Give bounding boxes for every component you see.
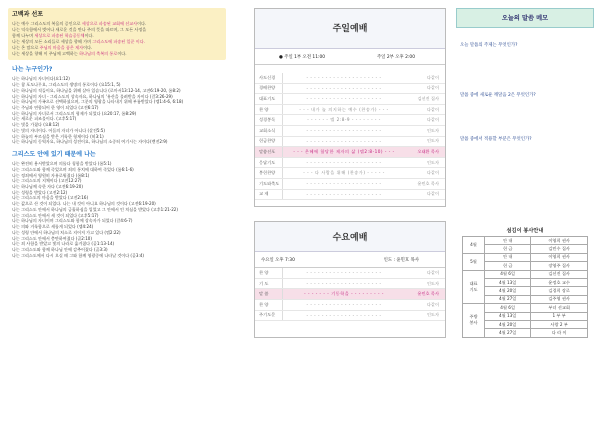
verse-line: 나는 새로운 피조물이다. (고후5:17) xyxy=(12,116,77,122)
order-content: - - - - - - - 기동학을 - - - - - - - - - xyxy=(304,291,384,297)
duty-role: 4월 13일 xyxy=(485,278,531,286)
order-row xyxy=(255,126,445,137)
order-leader: 다같이 xyxy=(426,117,439,123)
order-item: 헌금찬양 xyxy=(255,137,283,147)
order-content: - - - - - - 엡 2:8-9 - - - - - - - - xyxy=(307,117,381,123)
order-item: 찬 양 xyxy=(255,105,283,115)
order-leader: 다같이 xyxy=(426,74,439,80)
duty-title: 섬김이 봉사안내 xyxy=(506,228,544,234)
verse-line: 나는 하나님의 자녀이며 그리스도와 함께 상속자가 되었다 (갈4:6-7) xyxy=(12,218,133,224)
order-item: 성경봉독 xyxy=(255,115,283,125)
order-leader: 윤민호 목사 xyxy=(417,291,439,297)
verse-line: 나는 그리스도의 지체이다 (고전12:27) xyxy=(12,178,82,184)
order-content: - - - 내가 늘 의지하는 예수 (찬송가) - - - xyxy=(299,106,389,112)
order-row xyxy=(255,179,445,190)
verse-line: 나는 하나님의 적들이요, 하나님을 위해 살아 있습니다 (로마서13:12-14, 고전6:19-20, 롬8:2) xyxy=(12,87,181,93)
order-content: - - - - - - - - - - - - - - - - - - - - xyxy=(306,302,382,308)
order-leader: 인도자 xyxy=(426,280,439,286)
order-row xyxy=(255,311,445,322)
verse-line: 나는 빛을 가졌다 (요8:12) xyxy=(12,122,60,128)
order-row xyxy=(255,84,445,95)
duty-person: 김주영 권사 xyxy=(531,295,588,303)
sunday-service-sheet xyxy=(254,8,446,207)
order-content: - - - - - - - - - - - - - - - - - - - - xyxy=(306,128,382,134)
confession-text-end: 이다. xyxy=(83,44,93,50)
order-row xyxy=(255,190,445,201)
memo-question-3: 말씀 중에서 적용할 부분은 무엇인가? xyxy=(460,137,532,142)
duty-group: 4월 xyxy=(463,237,485,254)
order-content: - - - 다 사람을 위해 (찬송가) - - - - - xyxy=(303,170,385,176)
duty-role: 4월 6일 xyxy=(485,270,531,278)
memo-title: 오늘의 말씀 메모 xyxy=(456,8,594,28)
order-item: 사도신경 xyxy=(255,73,283,83)
verse-line: 나는 하나님의 자녀로서 그리스도의 형제가 되었다 (요20:17, 롬8:29) xyxy=(12,110,137,116)
duty-role: 헌 금 xyxy=(485,245,531,253)
wednesday-title: 수요예배 xyxy=(332,233,368,244)
order-item: 기도와축도 xyxy=(255,179,283,189)
duty-group: 대표 기도 xyxy=(463,270,485,304)
confession-highlight: 세상으로 파송된 학습공동체 xyxy=(34,32,85,38)
verse-line: 나는 하나님의 자녀이다(요1:12) xyxy=(12,76,70,82)
confession-line xyxy=(12,51,222,57)
order-content: - - - - - - - - - - - - - - - - - - - - xyxy=(306,312,382,318)
order-row xyxy=(255,73,445,84)
confession-text: 나는 익숙함에서 벗어나 새로운 것을 만나 주의 뜻을 따르며, 그 모든 사정을 xyxy=(12,26,147,32)
order-leader: 다같이 xyxy=(426,106,439,112)
order-leader: 인도자 xyxy=(426,312,439,318)
duty-person: 김선진 집사 xyxy=(531,270,588,278)
wednesday-times xyxy=(255,252,445,268)
who-am-i-title: 나는 누구인가? xyxy=(12,66,53,74)
order-item: 말 씀 xyxy=(255,289,283,299)
sunday-time-am: ● 주일 1부 오전 11:00 xyxy=(279,54,326,60)
verse-line: 나는 하늘의 부르심을 받은 거룩한 형제이다 (히3:1) xyxy=(12,133,104,139)
order-item: 주기도문 xyxy=(255,311,283,321)
duty-role: 안 내 xyxy=(485,237,531,245)
verse-line: 나는 정죄에서 영원히 자유로워졌다 (롬8:1) xyxy=(12,172,90,178)
worship-column xyxy=(254,8,446,338)
duty-person: 장영주 집사 xyxy=(531,262,588,270)
verse-line: 나는 그리스도와 함께 하나님 안에 감추어졌다 (골3:3) xyxy=(12,247,108,253)
verse-line: 나는 빛의 자녀이다. 어둠의 자녀가 아니다 (살전5:5) xyxy=(12,127,105,133)
order-leader: 다같이 xyxy=(426,301,439,307)
order-row xyxy=(255,137,445,148)
verse-line: 나는 그리스도 안에서 새 것이 되었다 (고후5:17) xyxy=(12,212,99,218)
order-content: - - - - - - - - - - - - - - - - - - - - xyxy=(306,181,382,187)
confession-text-end: 이다. xyxy=(137,20,147,26)
duty-role: 4월 27일 xyxy=(485,329,531,337)
duty-role: 4월 20일 xyxy=(485,320,531,328)
memo-question-2: 말씀 중에 새로운 깨달음 2은 무엇인가? xyxy=(460,93,536,98)
confession-box xyxy=(8,8,226,60)
order-row xyxy=(255,300,445,311)
order-item: 찬 양 xyxy=(255,300,283,310)
order-item: 찬 양 xyxy=(255,268,283,278)
verse-line: 나는 죄 사함을 받았고 빛의 나라로 옮겨졌다 (골1:13-14) xyxy=(12,241,115,247)
duty-row xyxy=(463,270,588,278)
duty-table xyxy=(462,236,588,338)
confession-text: 나는 예수 그리스도의 복음의 증인으로 xyxy=(12,20,82,26)
verse-line: 나는 성령을 받았다 (고전2:12) xyxy=(12,189,68,195)
order-row xyxy=(255,115,445,126)
duty-person: 이영희 권사 xyxy=(531,237,588,245)
order-leader: 다같이 xyxy=(426,85,439,91)
duty-person: 부녀 선교회 xyxy=(531,304,588,312)
verse-line: 나는 하나님의 동역자요, 하나님의 성전이요, 하나님의 소중히 여기시는 자이다(벧전2:9) xyxy=(12,139,168,145)
wednesday-time: 수요일 오후 7:30 xyxy=(261,257,295,263)
order-item: 응답기도 xyxy=(255,158,283,168)
order-content: - - - - - - - - - - - - - - - - - - - - xyxy=(306,270,382,276)
sunday-title: 주일예배 xyxy=(332,24,368,34)
in-christ-title: 그리스도 안에 있기 때문에 나는 xyxy=(12,151,96,159)
confession-text: 나는 세상을 향해 이 주님께 고백하는 xyxy=(12,50,80,56)
order-row xyxy=(255,279,445,290)
memo-question-1: 오늘 말씀의 주제는 무엇인가? xyxy=(460,43,518,48)
order-row xyxy=(255,105,445,116)
order-leader: 다같이 xyxy=(426,269,439,275)
verse-line: 나는 하나님의 자녀 - 그리스도의 상속자요, 하나님의 '유산을 물려받을 자이다 (갈3:26-29) xyxy=(12,93,173,99)
order-leader: 윤민호 목사 xyxy=(417,180,439,186)
order-leader: 다같이 xyxy=(426,191,439,197)
order-content: - - - - - - - - - - - - - - - - - - - - xyxy=(306,85,382,91)
left-column xyxy=(8,8,226,418)
order-content: - - - 은혜에 합당한 제자의 삶 (엡2:8-10) - - - xyxy=(293,148,395,154)
duty-person: 윤정호 교수 xyxy=(531,278,588,286)
order-leader: 인도자 xyxy=(426,127,439,133)
confession-text: 나는 세상의 모든 소리들로 세상을 향해 가며 xyxy=(12,38,93,44)
order-content: - - - - - - - - - - - - - - - - - - - - xyxy=(306,281,382,287)
duty-role: 4월 13일 xyxy=(485,312,531,320)
order-content: - - - - - - - - - - - - - - - - - - - - xyxy=(306,96,382,102)
order-leader: 오태환 목사 xyxy=(417,148,439,154)
duty-person: 1 부 부 xyxy=(531,312,588,320)
order-item: 교회소식 xyxy=(255,126,283,136)
duty-row xyxy=(463,253,588,261)
confession-text: 나는 온 맘으로 xyxy=(12,44,40,50)
confession-text-end: 이다. xyxy=(117,50,127,56)
verse-line: 나는 성령 안에서 하나님의 처소로 지어져 가고 있다 (엡2:22) xyxy=(12,229,121,235)
order-content: - - - - - - - - - - - - - - - - - - - - xyxy=(306,75,382,81)
order-content: - - - - - - - - - - - - - - - - - - - - xyxy=(306,138,382,144)
order-content: - - - - - - - - - - - - - - - - - - - - xyxy=(306,191,382,197)
sunday-time-pm: 주일 2부 오후 2:00 xyxy=(376,54,415,60)
order-item: 교 제 xyxy=(255,190,283,200)
order-leader: 인도자 xyxy=(426,159,439,165)
wednesday-header xyxy=(255,222,445,252)
duty-person: 김민수 집사 xyxy=(531,245,588,253)
duty-group: 주방 봉사 xyxy=(463,304,485,338)
verse-line: 나는 하나님이 가족으로 선택하셨으며, 그분의 영광을 나타내기 위해 부름받았다 (엡1:4-6, 6:18) xyxy=(12,99,184,105)
duty-row xyxy=(463,237,588,245)
duty-person: 사랑 2 부 xyxy=(531,320,588,328)
verse-line: 나는 완전히 용서받았으며 의롭다 칭함을 받았다 (롬5:1) xyxy=(12,161,112,167)
order-content: - - - - - - - - - - - - - - - - - - - - xyxy=(306,160,382,166)
duty-role: 4월 27일 xyxy=(485,295,531,303)
order-item: 경배찬양 xyxy=(255,84,283,94)
sunday-header xyxy=(255,9,445,49)
duty-row xyxy=(463,304,588,312)
order-row xyxy=(255,289,445,300)
confession-text: 함께 나누며 xyxy=(12,32,35,38)
confession-highlight: 그리스도에 파송된 일꾼 이다. xyxy=(92,38,145,44)
order-item: 기 도 xyxy=(255,279,283,289)
verse-line: 나는 그리스도와 함께 죽었으며 죄의 통치에 대하여 죽었다 (롬6:1-6) xyxy=(12,166,134,172)
order-row xyxy=(255,268,445,279)
wednesday-leader: 인도 : 윤민호 목사 xyxy=(383,257,419,263)
duty-role: 4월 20일 xyxy=(485,287,531,295)
confession-highlight: 주님의 마음을 품은 제자 xyxy=(39,44,84,50)
order-row xyxy=(255,168,445,179)
verse-line: 나는 하나님께 속한 자다 (고전6:19-20) xyxy=(12,184,83,189)
verse-line: 나는 그리스도 안에서 하나님의 긍휼하심을 입었고 그 안에서 인 치심을 받았다 (고후1:21-22) xyxy=(12,206,178,212)
order-leader: 김선진 집사 xyxy=(417,95,439,101)
order-leader: 다같이 xyxy=(426,170,439,176)
verse-line: 나는 그리스도의 마음을 받았다 (고전2:16) xyxy=(12,195,89,201)
order-item: 봉헌찬양 xyxy=(255,168,283,178)
right-column xyxy=(456,8,594,338)
verse-line: 나는 참 포도나무요, 그리스도의 생명의 통로이다 (요15:1, 5) xyxy=(12,82,121,88)
order-leader: 인도자 xyxy=(426,138,439,144)
verse-line: 나는 주님과 연합되어 한 영이 되었다 (고전6:17) xyxy=(12,105,99,111)
verse-line: 나는 그리스도께서 다시 오실 때 그와 함께 영광중에 나타날 것이다 (골3:4) xyxy=(12,252,144,258)
verse-line: 나는 값으로 산 것이 되었다. 나는 내 것이 아니요 하나님의 것이다 (고전6:19-20) xyxy=(12,201,156,207)
duty-person: 김경희 장로 xyxy=(531,287,588,295)
duty-person: 다 라 이 xyxy=(531,329,588,337)
duty-role: 안 내 xyxy=(485,253,531,261)
sunday-times xyxy=(255,49,445,65)
confession-highlight: 세상으로 파송된 교회에 선교사 xyxy=(81,20,138,26)
duty-role: 4월 6일 xyxy=(485,304,531,312)
confession-title: 고백과 선포 xyxy=(12,11,44,18)
order-row xyxy=(255,147,445,158)
duty-group: 5월 xyxy=(463,253,485,270)
confession-text-end: 이다. xyxy=(84,32,94,38)
wednesday-service-sheet xyxy=(254,221,446,338)
verse-line: 나는 그리스도 안에서 충만하여졌다 (골2:10) xyxy=(12,235,92,241)
order-row xyxy=(255,158,445,169)
duty-person: 이영희 권사 xyxy=(531,253,588,261)
verse-line: 나는 의와 거룩함으로 새롭게 되었다 (엡4:24) xyxy=(12,224,94,230)
order-item: 대표기도 xyxy=(255,94,283,104)
order-row xyxy=(255,94,445,105)
order-item: 말씀선포 xyxy=(255,147,283,157)
duty-role: 헌 금 xyxy=(485,262,531,270)
confession-highlight: 하나님의 축복의 통로 xyxy=(79,50,118,56)
